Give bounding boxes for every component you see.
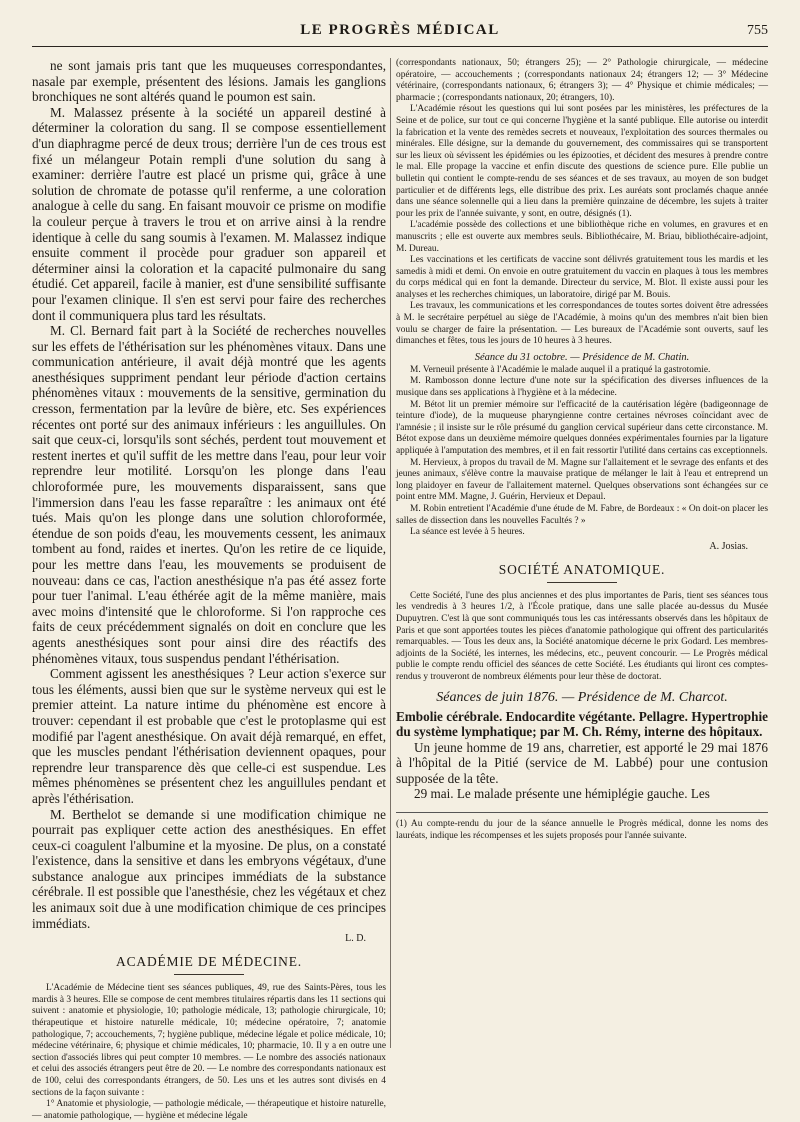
paragraph: Les vaccinations et les certificats de vaccine sont délivrés gratuitement tous les mardis et les samedis à midi et demi. On envoie en outre gratuitement du vaccin en plaques à tous les membres du corps médical qui en font la demande. Directeur du service, M. Blot. Il existe aussi pour les analyses et les recherches chimiques, un laboratoire, dirigé par M. Bouis. [396, 255, 768, 300]
seance-signature: A. Josias. [709, 540, 748, 552]
paragraph: M. Verneuil présente à l'Académie le malade auquel il a pratiqué la gastrotomie. [410, 364, 711, 375]
paragraph: Les travaux, les communications et les correspondances de toutes sortes doivent être adressées à M. le secrétaire perpétuel au siège de l'Académie, à moins qu'un des membres n'ait bien bien voulu se charger de faire la présentation. — Les bureaux de l'Académie sont ouverts, sauf les dimanches et fêtes, tous les jours de 10 heures à 3 heures. [396, 301, 768, 347]
paragraph: 29 mai. Le malade présente une hémiplégie gauche. Les [414, 786, 710, 802]
paragraph: La séance est levée à 5 heures. [410, 527, 525, 538]
heading-rule [547, 582, 617, 583]
section-heading-societe: SOCIÉTÉ ANATOMIQUE. [498, 561, 666, 577]
academie-text [32, 983, 386, 1122]
seance-title: Séance du 31 octobre. — Présidence de M. Chatin. [474, 351, 690, 363]
seance-text [396, 365, 768, 539]
paragraph: M. Cl. Bernard fait part à la Société de recherches nouvelles sur les effets de l'éthérisation sur les phénomènes vitaux. Dans une communication antérieure, il avait déjà montré que les agents anesthésiques suppriment pendant leur période d'action certains phénomènes vitaux : mouvements de la sensitive, germination du cresson, fermentation par la levûre de bière, etc. Ses expériences récentes ont porté sur des animaux inférieurs : les anguillules. On sait que ceux-ci, lorsqu'ils sont séchés, perdent tout mouvement et restent inertes et qu'il suffit de les mettre dans l'eau, pour leur voir reprendre leur motilité. Lorsqu'on les plonge dans l'eau chloroformée pure, les mouvements disparaissent, sans que l'immersion dans l'eau les fasse reparaître : les animaux ont été tués. Mais qu'on les plonge dans une solution chloroformée, étendue de son poids d'eau, les mouvements cessent, les animaux tombent au fond, raides et inertes. Qu'on les retire de ce liquide, pour les mettre dans l'eau, les mouvements se produisent de nouveau: dans ce cas, l'action anesthésique n'a pas été assez forte pour tuer l'animal. L'eau éthérée agit de la même manière, mais avec moins d'intensité que le chloroforme. Si l'on rapproche ces faits de ceux précédemment signalés on doit en conclure que les agents anesthésiques sont pour ainsi dire des réactifs des phénomènes vitaux, tous suspendus pendant l'éthérisation. [32, 323, 386, 666]
page-header [32, 20, 768, 47]
heading-rule [174, 974, 244, 975]
paragraph: M. Rambosson donne lecture d'une note sur la spécification des diverses influences de la musique dans ses applications à l'hygiène et à la médecine. [396, 376, 768, 399]
paragraph: L'Académie résout les questions qui lui sont posées par les ministères, les préfectures de la Seine et de police, sur tout ce qui concerne l'hygiène et la santé publique. Elle autorise ou interdit la fabrication et la vente des remèdes secrets et nouveaux, l'exploitation des sources thermales ou minérales. Elle désigne, sur la demande du gouvernement, des commissaires qui se transportent sur les lieux où sévissent les épidémies ou les épizooties, et décident des mesures à prendre contre le mal. Elle propage la vaccine et enfin discute des questions de science pure. Elle publie un bulletin qui contient le compte-rendu de ses séances et de ses travaux, au moyen de son budget particulier et de différents legs, elle distribue des prix. Les auréats sont proclamés chaque année dans une séance solennelle qui a lieu dans la première quinzaine de décembre, les sujets à traiter pour les prix de l'année suivante, y sont, en outre, désignés (1). [396, 104, 768, 219]
paragraph: Cette Société, l'une des plus anciennes et des plus importantes de Paris, tient ses séances tous les vendredis à 3 heures 1/2, à l'École pratique, dans une salle placée au-dessus du Musée Dupuytren. C'est là que sont communiqués tous les cas intéressants observés dans les hôpitaux de Paris et que sont apportées toutes les pièces d'anatomie pathologique qui offrent des particularités remarquables. — Tous les deux ans, la Société anatomique décerne le prix Godard. Les membres-adjoints de la Société, les internes, les médecins, etc., peuvent concourir. — Le Progrès médical publie le compte rendu officiel des séances de cette Société. Les étudiants qui liront ces comptes-rendus y trouveront de nombreux éléments pour leur thèse de doctorat. [396, 590, 768, 682]
society-report [32, 58, 386, 931]
paragraph: 1° Anatomie et physiologie, — pathologie médicale, — thérapeutique et histoire naturelle, — anatomie pathologique, — hygiène et médecine légale [32, 1099, 386, 1121]
right-column [396, 58, 768, 1048]
column-divider [390, 58, 391, 1048]
running-title: LE PROGRÈS MÉDICAL [300, 22, 500, 38]
paragraph: M. Malassez présente à la société un appareil destiné à déterminer la coloration du sang. Il se compose essentiellement d'un diaphragme percé de deux trous; derrière l'un de ces trous est fixé un mélangeur Potain rempli d'une solution du sang à examiner: derrière l'autre est placé un prisme qui, grâce à une solution de chromate de potasse qu'il renferme, a une coloration analogue à celle du sang. En faisant mouvoir ce prisme on modifie la couleur perçue à travers le trou et on arrive ainsi à la rendre identique à celle du sang soumis à l'examen. M. Malassez indique ensuite comment il procède pour graduer son appareil et déterminer ainsi la coloration et la capacité pulmonaire du sang étudié. Cet appareil, facile à manier, est d'une sensibilité suffisante pour l'examen clinique. Il s'en est servi pour faire des recherches dont il communiquera plus tard les résultats. [32, 104, 386, 323]
article-title: Embolie cérébrale. Endocardite végétante. Pellagre. Hypertrophie du système lymphatique; par M. Ch. Rémy, interne des hôpitaux. [396, 708, 768, 740]
footnote-text: (1) Au compte-rendu du jour de la séance annuelle le Progrès médical, donne les noms des lauréats, indique les récompenses et les sujets proposés pour l'année suivante. [396, 819, 768, 841]
paragraph: L'académie possède des collections et une bibliothèque riche en volumes, en gravures et en manuscrits ; elle est ouverte aux membres seuls. Bibliothécaire, M. Briau, bibliothécaire-adjoint, M. Dureau. [396, 220, 768, 254]
societe-seance-title: Séances de juin 1876. — Présidence de M. Charcot. [436, 689, 728, 705]
article [396, 709, 768, 803]
left-column [32, 58, 386, 1121]
paragraph: M. Berthelot se demande si une modification chimique ne pourrait pas expliquer cette action des anesthésiques. En effet ceux-ci coagulent l'albumine et la myosine. De plus, on a constaté l'existence, dans la sensitive et dans les embryons végétaux, d'une substance analogue aux principes immédiats de la substance cérébrale. Il est possible que l'anesthésie, chez les végétaux et chez les animaux soit due à une modification chimique de ces principes immédiats. [32, 806, 386, 931]
footnote [396, 812, 768, 842]
report-signature: L. D. [345, 933, 366, 945]
paragraph: ne sont jamais pris tant que les muqueuses correspondantes, nasale par exemple, présentent des lésions. Jamais les ganglions bronchiques ne sont altérés quand le poumon est sain. [32, 58, 386, 105]
paragraph: (correspondants nationaux, 50; étrangers 25); — 2° Pathologie chirurgicale, — médecine opératoire, — accouchements ; (correspondants nationaux 24; étrangers 12; — 3° Médecine vétérinaire, (correspondants nationaux, 6; étrangers 3); — 4° Physique et chimie médicales; — pharmacie ; (correspondants nationaux, 20; étrangers, 10). [396, 58, 768, 103]
paragraph: M. Bétot lit un premier mémoire sur l'efficacité de la cautérisation légère (badigeonnage de teinture d'iode), de la muqueuse pharyngienne contre certaines névroses coïncidant avec de l'amnésie ; il insiste sur le rôle présumé du ganglion cervical supérieur dans cette circonstance. M. Bétot expose dans un deuxième mémoire quelques données expérimentales fournies par la ligature appliquée à l'amputation des membres, et il en fait ressortir l'utilité dans certains cas exceptionnels. [396, 399, 768, 456]
section-heading-academie: ACADÉMIE DE MÉDECINE. [116, 954, 302, 970]
paragraph: M. Robin entretient l'Académie d'une étude de M. Fabre, de Bordeaux : « On doit-on placer les salles de dissection dans les nouvelles Facultés ? » [396, 503, 768, 526]
paragraph: Un jeune homme de 19 ans, charretier, est apporté le 29 mai 1876 à l'hôpital de la Pitié (service de M. Labbé) pour une contusion supposée de la tête. [396, 739, 768, 786]
page-number: 755 [747, 23, 768, 38]
societe-text [396, 591, 768, 684]
academie-continued [396, 58, 768, 348]
paragraph: Comment agissent les anesthésiques ? Leur action s'exerce sur tous les éléments, aussi bien que sur le système nerveux qui est le premier atteint. La nature intime du phénomène est encore à trouver: cependant il est probable que c'est le protoplasme qui est modifié par l'agent anesthésique. On avait déjà remarqué, en effet, que les muscles pendant l'éthérisation deviennent opaques, pour reprendre leur transparence dès que celle-ci est suspendue. Les mêmes phénomènes se présentent chez les anguillules pendant et après l'éthérisation. [32, 666, 386, 806]
paragraph: M. Hervieux, à propos du travail de M. Magne sur l'allaitement et le sevrage des enfants et des jeunes animaux, s'élève contre la mauvaise pratique de mélanger le lait à l'eau et entreprend un long plaidoyer en faveur de l'allaitement maternel. Quelques observations sont échangées sur ce point entre MM. Magne, J. Guérin, Hervieux et Depaul. [396, 457, 768, 503]
paragraph: L'Académie de Médecine tient ses séances publiques, 49, rue des Saints-Pères, tous les mardis à 3 heures. Elle se compose de cent membres titulaires répartis dans les 11 sections qui suivent : anatomie et physiologie, 10; pathologie médicale, 13; pathologie chirurgicale, 10; thérapeutique et histoire naturelle médicale, 10; médecine opératoire, 7; anatomie pathologique, 7; accouchements, 7; hygiène publique, médecine légale et police médicale, 10; médecine vétérinaire, 6; physique et chimie médicales, 10; pharmacie, 10. Il y a en outre une section d'associés libres qui peut compter 10 membres. — Le nombre des associés nationaux et celui des associés étrangers peut être de 20. — Le nombre des correspondants nationaux est de 100, celui des correspondants étrangers, de 50. Les uns et les autres sont divisés en 4 sections de la façon suivante : [32, 983, 386, 1098]
